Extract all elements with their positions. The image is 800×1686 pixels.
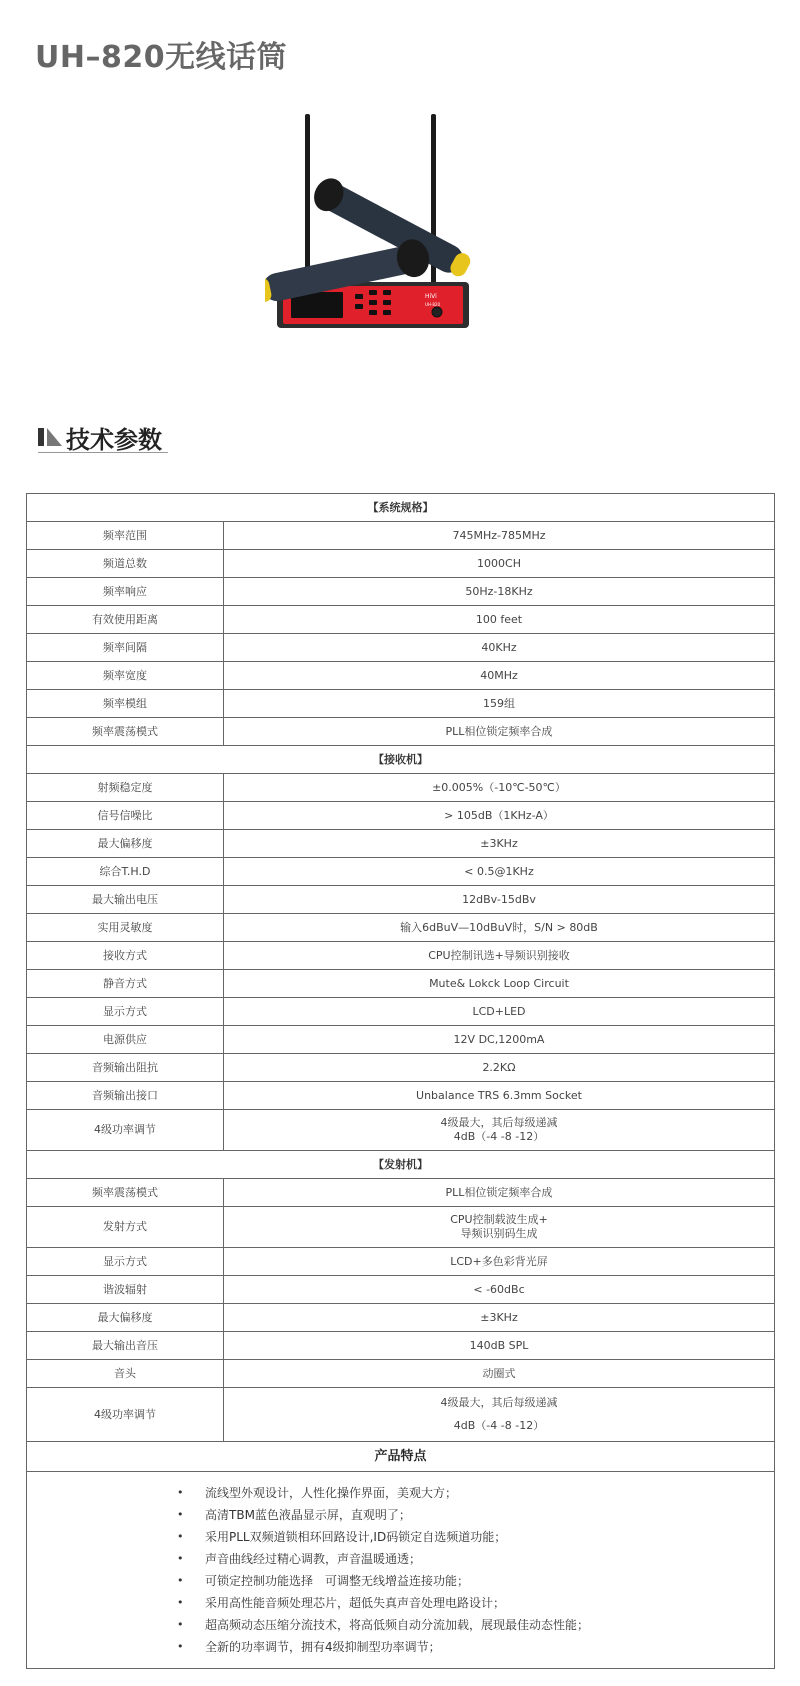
spec-value: < 0.5@1KHz (224, 858, 775, 886)
list-item (177, 1504, 774, 1526)
spec-value: PLL相位锁定频率合成 (224, 718, 775, 746)
features-title: 产品特点 (27, 1442, 775, 1472)
table-row (27, 1304, 775, 1332)
spec-label: 频道总数 (27, 550, 224, 578)
table-row (27, 1248, 775, 1276)
spec-value: 2.2KΩ (224, 1054, 775, 1082)
spec-value: ±3KHz (224, 830, 775, 858)
bullet-icon: • (177, 1596, 184, 1609)
product-image (265, 110, 545, 370)
section-heading-text: 技术参数 (66, 426, 162, 454)
table-row (27, 606, 775, 634)
spec-value: 动圈式 (224, 1360, 775, 1388)
feature-text: 可锁定控制功能选择 可调整无线增益连接功能； (205, 1574, 470, 1588)
spec-value: 745MHz-785MHz (224, 522, 775, 550)
spec-value: Mute& Lokck Loop Circuit (224, 970, 775, 998)
features-list (27, 1482, 774, 1658)
table-row (27, 802, 775, 830)
spec-value: 50Hz-18KHz (224, 578, 775, 606)
spec-label: 接收方式 (27, 942, 224, 970)
features-body (27, 1472, 775, 1669)
bullet-icon: • (177, 1486, 184, 1499)
feature-text: 采用PLL双频道锁相环回路设计,ID码锁定自选频道功能； (205, 1530, 507, 1544)
table-row (27, 1054, 775, 1082)
table-row (27, 1082, 775, 1110)
spec-label: 4级功率调节 (27, 1388, 224, 1442)
table-row (27, 1276, 775, 1304)
spec-label: 电源供应 (27, 1026, 224, 1054)
table-row (27, 970, 775, 998)
spec-value: 1000CH (224, 550, 775, 578)
spec-value: < -60dBc (224, 1276, 775, 1304)
brand-logo: HiVi (425, 293, 437, 300)
table-row (27, 942, 775, 970)
bullet-icon: • (177, 1640, 184, 1653)
spec-label: 实用灵敏度 (27, 914, 224, 942)
spec-label: 最大偏移度 (27, 830, 224, 858)
spec-label: 射频稳定度 (27, 774, 224, 802)
spec-value: 40MHz (224, 662, 775, 690)
bullet-icon: • (177, 1508, 184, 1521)
spec-label: 发射方式 (27, 1207, 224, 1248)
spec-table (26, 493, 775, 1669)
table-row (27, 830, 775, 858)
spec-value (224, 1388, 775, 1442)
spec-value (224, 1110, 775, 1151)
section-heading (38, 418, 168, 453)
table-row (27, 1179, 775, 1207)
power-knob-icon (432, 307, 442, 317)
spec-value-line: CPU控制载波生成+ (450, 1213, 548, 1226)
spec-label: 显示方式 (27, 998, 224, 1026)
group-header-system (27, 494, 775, 522)
spec-label: 频率宽度 (27, 662, 224, 690)
feature-text: 流线型外观设计，人性化操作界面，美观大方； (205, 1486, 458, 1500)
spec-value-line: 4dB（-4 -8 -12） (453, 1419, 545, 1432)
group-title: 【发射机】 (27, 1151, 775, 1179)
table-row (27, 690, 775, 718)
spec-value (224, 1207, 775, 1248)
table-row (27, 1110, 775, 1151)
spec-label: 频率模组 (27, 690, 224, 718)
bullet-icon: • (177, 1618, 184, 1631)
table-row (27, 578, 775, 606)
spec-label: 综合T.H.D (27, 858, 224, 886)
spec-value: CPU控制讯选+导频识别接收 (224, 942, 775, 970)
table-row (27, 1388, 775, 1442)
list-item (177, 1636, 774, 1658)
table-row (27, 1026, 775, 1054)
list-item (177, 1482, 774, 1504)
spec-label: 信号信噪比 (27, 802, 224, 830)
spec-value: 12dBv-15dBv (224, 886, 775, 914)
table-row (27, 634, 775, 662)
spec-label: 谐波辐射 (27, 1276, 224, 1304)
spec-label: 4级功率调节 (27, 1110, 224, 1151)
spec-value: 输入6dBuV—10dBuV时，S/N > 80dB (224, 914, 775, 942)
bullet-icon: • (177, 1574, 184, 1587)
spec-label: 音头 (27, 1360, 224, 1388)
table-row (27, 550, 775, 578)
spec-value: ±3KHz (224, 1304, 775, 1332)
spec-value: 40KHz (224, 634, 775, 662)
group-title: 【系统规格】 (27, 494, 775, 522)
spec-value: Unbalance TRS 6.3mm Socket (224, 1082, 775, 1110)
page-title: UH–820无线话筒 (35, 40, 288, 75)
spec-label: 频率震荡模式 (27, 718, 224, 746)
spec-value: 100 feet (224, 606, 775, 634)
list-item (177, 1526, 774, 1548)
spec-value: ±0.005%（-10℃-50℃） (224, 774, 775, 802)
spec-label: 音频输出阻抗 (27, 1054, 224, 1082)
table-row (27, 774, 775, 802)
feature-text: 全新的功率调节，拥有4级抑制型功率调节； (205, 1640, 441, 1654)
feature-text: 超高频动态压缩分流技术，将高低频自动分流加载，展现最佳动态性能； (205, 1618, 590, 1632)
spec-value-line: 4dB（-4 -8 -12） (453, 1130, 545, 1143)
spec-value-line: 4级最大，其后每级递减 (440, 1116, 558, 1129)
spec-label: 音频输出接口 (27, 1082, 224, 1110)
spec-value: 12V DC,1200mA (224, 1026, 775, 1054)
spec-value: > 105dB（1KHz-A） (224, 802, 775, 830)
table-row (27, 914, 775, 942)
spec-value: PLL相位锁定频率合成 (224, 1179, 775, 1207)
table-row (27, 1207, 775, 1248)
model-label: UH-820 (425, 302, 441, 307)
spec-label: 频率间隔 (27, 634, 224, 662)
bullet-icon: • (177, 1552, 184, 1565)
table-row (27, 1360, 775, 1388)
feature-text: 声音曲线经过精心调教，声音温暖通透； (205, 1552, 422, 1566)
spec-label: 频率震荡模式 (27, 1179, 224, 1207)
group-header-transmitter (27, 1151, 775, 1179)
spec-value: 140dB SPL (224, 1332, 775, 1360)
features-header (27, 1442, 775, 1472)
heading-bar-icon (38, 426, 62, 446)
spec-value-line: 4级最大，其后每级递减 (440, 1396, 558, 1409)
feature-text: 高清TBM蓝色液晶显示屏，直观明了； (205, 1508, 411, 1522)
table-row (27, 662, 775, 690)
spec-value: LCD+多色彩背光屏 (224, 1248, 775, 1276)
table-row (27, 886, 775, 914)
spec-label: 最大偏移度 (27, 1304, 224, 1332)
table-row (27, 998, 775, 1026)
spec-label: 显示方式 (27, 1248, 224, 1276)
list-item (177, 1548, 774, 1570)
spec-value-line: 导频识别码生成 (460, 1227, 538, 1240)
spec-label: 频率响应 (27, 578, 224, 606)
spec-label: 静音方式 (27, 970, 224, 998)
feature-text: 采用高性能音频处理芯片，超低失真声音处理电路设计； (205, 1596, 506, 1610)
group-title: 【接收机】 (27, 746, 775, 774)
group-header-receiver (27, 746, 775, 774)
bullet-icon: • (177, 1530, 184, 1543)
list-item (177, 1570, 774, 1592)
spec-label: 最大输出电压 (27, 886, 224, 914)
table-row (27, 522, 775, 550)
list-item (177, 1592, 774, 1614)
spec-label: 最大输出音压 (27, 1332, 224, 1360)
spec-value: 159组 (224, 690, 775, 718)
table-row (27, 718, 775, 746)
spec-value: LCD+LED (224, 998, 775, 1026)
spec-label: 有效使用距离 (27, 606, 224, 634)
list-item (177, 1614, 774, 1636)
table-row (27, 1332, 775, 1360)
table-row (27, 858, 775, 886)
spec-label: 频率范围 (27, 522, 224, 550)
